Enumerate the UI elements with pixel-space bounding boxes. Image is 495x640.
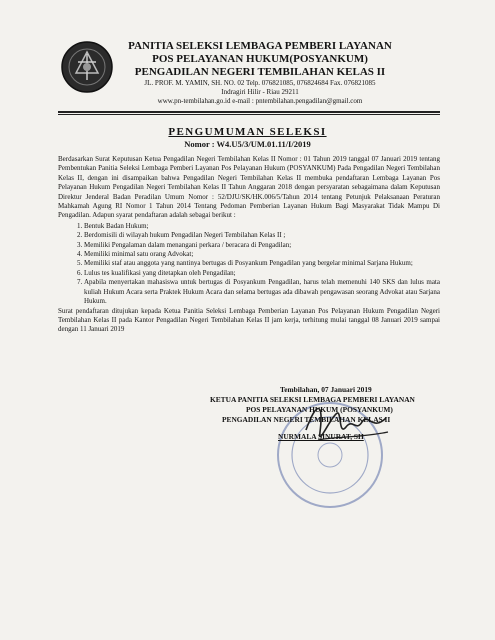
signature-title-line2: POS PELAYANAN HUKUM (POSYANKUM)	[246, 405, 393, 414]
document-number: Nomor : W4.U5/3/UM.01.11/I/2019	[184, 139, 311, 149]
letterhead-web: www.pn-tembilahan.go.id e-mail : pntembilahan.pengadilan@gmail.com	[157, 97, 363, 105]
letterhead-address: JL. PROF. M. YAMIN, SH. NO. 02 Telp. 076821085, 076824684 Fax. 076821085	[144, 79, 376, 87]
document-title	[0, 126, 495, 138]
body-paragraph-1: Berdasarkan Surat Keputusan Ketua Pengadilan Negeri Tembilahan Kelas II Nomor : 01 Tahun 2019 tanggal 07 Januari 2019 tentang Pembentukan Panitia Seleksi Lembaga Pemberi Layanan Pos Pelayanan Hukum (POSYANKUM) Pada Pengadilan Negeri Tembilahan Kelas II, dengan ini disampaikan bahwa Pengadilan Negeri Tembilahan Kelas II membuka pendaftaran Lembaga Layanan Pos Pelayanan Hukum Pengadilan Negeri Tembilahan Kelas II Tahun Anggaran 2018 dengan persyaratan sebagaimana dalam Keputusan Direktur Jenderal Badan Peradilan Umum Nomor : 52/DJU/SK/HK.006/5/Tahun 2014 tentang Petunjuk Pelaksanaan Peraturan Mahkamah Agung RI Nomor 1 Tahun 2014 Tentang Pedoman Pemberian Layanan Hukum Bagi Masyarakat Tidak Mampu Di Pengadilan. Adapun syarat pendaftaran adalah sebagai berikut :	[58, 155, 440, 220]
letterhead-line3: PENGADILAN NEGERI TEMBILAHAN KELAS II	[134, 66, 386, 78]
signature-title-line3: PENGADILAN NEGERI TEMBILAHAN KELAS II	[222, 415, 391, 424]
list-item: 3. Memiliki Pengalaman dalam menangani perkara / beracara di Pengadilan;	[84, 241, 440, 250]
list-item: 7. Apabila menyertakan mahasiswa untuk bertugas di Posyankum Pengadilan, harus telah memenuhi 140 SKS dan lulus mata kuliah Hukum Acara serta Praktek Hukum Acara dan selama bertugas ada dibawah pengawasan seorang Advokat atau Sarjana Hukum.	[84, 278, 440, 306]
list-item: 1. Bentuk Badan Hukum;	[84, 222, 440, 231]
header-divider-thick	[58, 111, 440, 113]
letterhead-region: Indragiri Hilir - Riau 29211	[221, 88, 299, 96]
title-text: PENGUMUMAN SELEKSI	[168, 126, 327, 138]
signature-place-date: Tembilahan, 07 Januari 2019	[280, 385, 372, 394]
header-divider-thin	[58, 114, 440, 115]
document-body	[58, 155, 440, 335]
letterhead-line2: POS PELAYANAN HUKUM(POSYANKUM)	[152, 53, 368, 65]
letterhead-line1: PANITIA SELEKSI LEMBAGA PEMBERI LAYANAN	[128, 40, 392, 52]
signatory-name: NURMALA SINURAT, SH	[278, 432, 364, 441]
list-item: 4. Memiliki minimal satu orang Advokat;	[84, 250, 440, 259]
requirements-list	[58, 222, 440, 307]
list-item: 5. Memiliki staf atau anggota yang nantinya bertugas di Posyankum Pengadilan yang bergelar minimal Sarjana Hukum;	[84, 259, 440, 268]
list-item: 6. Lulus tes kualifikasi yang ditetapkan oleh Pengadilan;	[84, 269, 440, 278]
signature-title-line1: KETUA PANITIA SELEKSI LEMBAGA PEMBERI LAYANAN	[210, 395, 415, 404]
body-paragraph-2: Surat pendaftaran ditujukan kepada Ketua Panitia Seleksi Lembaga Pemberian Layanan Pos Pelayanan Hukum Pengadilan Negeri Tembilahan Kelas II pada Kantor Pengadilan Negeri Tembilahan Kelas II jam kerja, terhitung mulai tanggal 08 Januari 2019 sampai dengan 11 Januari 2019	[58, 306, 440, 334]
letterhead	[120, 40, 400, 106]
court-emblem-icon	[60, 40, 114, 94]
list-item: 2. Berdomisili di wilayah hukum Pengadilan Negeri Tembilahan Kelas II ;	[84, 231, 440, 240]
